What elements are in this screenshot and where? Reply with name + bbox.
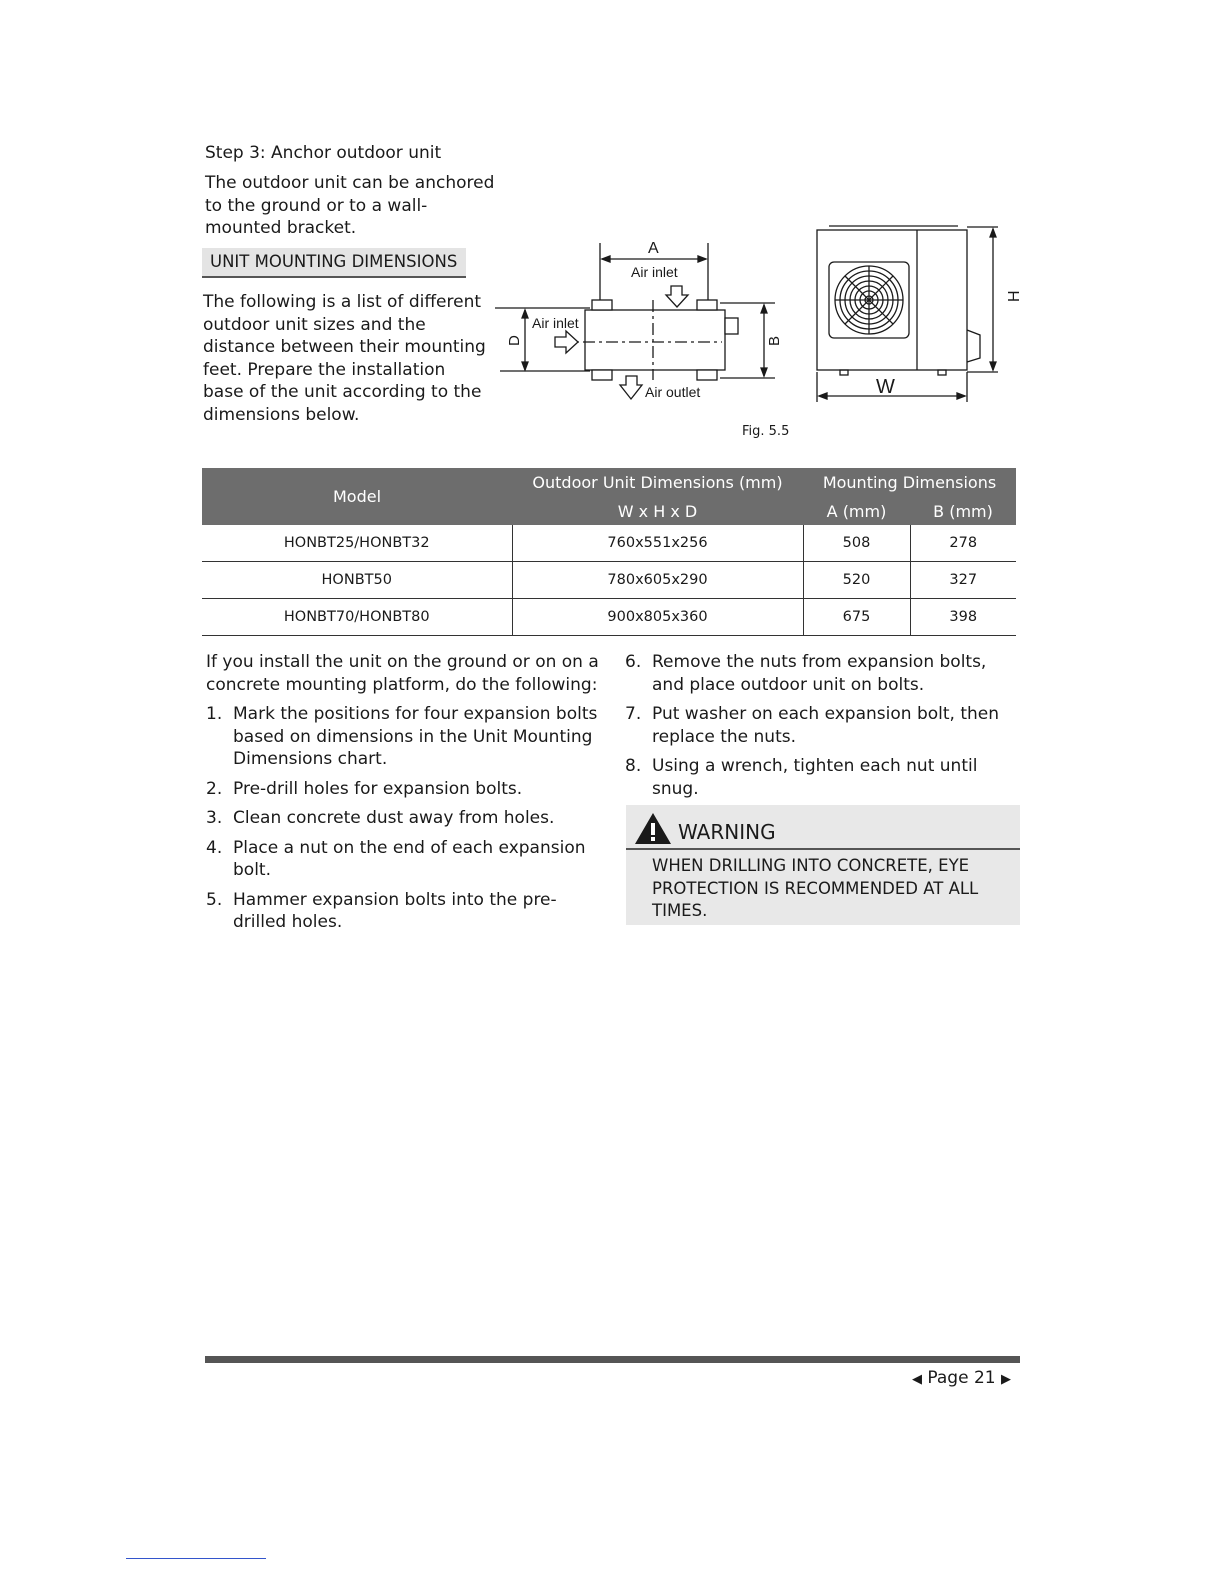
- table-row: [202, 525, 1016, 562]
- cell-dims: 780x605x290: [512, 562, 803, 599]
- cell-model: HONBT25/HONBT32: [202, 525, 512, 562]
- step-text: Remove the nuts from expansion bolts, and place outdoor unit on bolts.: [652, 652, 987, 695]
- step-number: 3.: [206, 808, 223, 828]
- bottom-link-underline: [126, 1558, 266, 1559]
- list-item: [206, 837, 601, 882]
- label-d: D: [506, 335, 523, 346]
- label-b: B: [766, 335, 783, 346]
- cell-model: HONBT50: [202, 562, 512, 599]
- step-text: Mark the positions for four expansion bolts based on dimensions in the Unit Mounting Dimensions chart.: [233, 704, 598, 769]
- header-mounting-dimensions: Mounting Dimensions: [803, 468, 1016, 497]
- warning-icon: [634, 811, 672, 845]
- warning-box: [626, 805, 1020, 925]
- list-item: [206, 889, 601, 934]
- step-text: Place a nut on the end of each expansion bolt.: [233, 837, 586, 880]
- section-heading: UNIT MOUNTING DIMENSIONS: [202, 248, 466, 278]
- step-text: Clean concrete dust away from holes.: [233, 808, 555, 828]
- label-w: W: [876, 376, 895, 398]
- footer-rule: [205, 1356, 1020, 1363]
- list-item: [625, 703, 1020, 748]
- label-a: A: [648, 240, 659, 257]
- figure-caption: Fig. 5.5: [742, 424, 790, 439]
- step-text: Pre-drill holes for expansion bolts.: [233, 778, 523, 799]
- cell-b: 327: [910, 562, 1016, 599]
- section-body: The following is a list of different outdoor unit sizes and the distance between their mounting feet. Prepare the installation base of the unit according to the dimensions below.: [203, 292, 486, 425]
- air-outlet-label: Air outlet: [645, 384, 701, 400]
- cell-dims: 760x551x256: [512, 525, 803, 562]
- header-outdoor-dimensions: Outdoor Unit Dimensions (mm): [512, 468, 803, 497]
- table-row: [202, 562, 1016, 599]
- front-view-diagram: [810, 220, 1025, 410]
- list-item: [625, 651, 1020, 696]
- cell-b: 278: [910, 525, 1016, 562]
- warning-text: WHEN DRILLING INTO CONCRETE, EYE PROTECTION IS RECOMMENDED AT ALL TIMES.: [652, 856, 979, 920]
- step-number: 4.: [206, 837, 223, 858]
- air-inlet-side-label: Air inlet: [532, 315, 579, 331]
- step-number: 8.: [625, 756, 642, 776]
- header-b: B (mm): [910, 497, 1016, 525]
- prev-page-arrow-icon[interactable]: ◀: [912, 1372, 922, 1387]
- step-number: 2.: [206, 778, 223, 799]
- cell-a: 675: [803, 599, 910, 636]
- table-row: [202, 599, 1016, 636]
- cell-model: HONBT70/HONBT80: [202, 599, 512, 636]
- step-text: Using a wrench, tighten each nut until snug.: [652, 756, 978, 799]
- cell-a: 508: [803, 525, 910, 562]
- step-text: Hammer expansion bolts into the pre-drilled holes.: [233, 889, 557, 932]
- list-item: [206, 703, 601, 771]
- next-page-arrow-icon[interactable]: ▶: [1001, 1372, 1012, 1387]
- warning-header: [626, 805, 1020, 850]
- step-number: 6.: [625, 652, 642, 672]
- page-navigation: [912, 1368, 1011, 1388]
- header-a: A (mm): [803, 497, 910, 525]
- instructions-left-column: [206, 651, 601, 941]
- air-inlet-top-label: Air inlet: [631, 264, 678, 280]
- cell-a: 520: [803, 562, 910, 599]
- header-model: Model: [202, 468, 512, 525]
- step-title: Step 3: Anchor outdoor unit: [205, 143, 442, 163]
- step-number: 7.: [625, 704, 642, 724]
- top-view-diagram: [495, 238, 785, 408]
- warning-title: WARNING: [678, 820, 776, 844]
- list-item: [206, 807, 601, 830]
- dimensions-table: [202, 468, 1016, 636]
- label-h: H: [1006, 290, 1023, 302]
- cell-dims: 900x805x360: [512, 599, 803, 636]
- cell-b: 398: [910, 599, 1016, 636]
- step-text: Put washer on each expansion bolt, then replace the nuts.: [652, 704, 1000, 747]
- list-item: [625, 755, 1020, 800]
- step-number: 5.: [206, 889, 223, 910]
- intro-paragraph: The outdoor unit can be anchored to the ground or to a wall-mounted bracket.: [205, 173, 495, 238]
- instructions-intro: If you install the unit on the ground or on on a concrete mounting platform, do the following:: [206, 652, 599, 695]
- list-item: [206, 778, 601, 801]
- instructions-right-column: [625, 651, 1020, 807]
- header-outdoor-sub: W x H x D: [512, 497, 803, 525]
- page-number: Page 21: [927, 1368, 996, 1388]
- step-number: 1.: [206, 704, 223, 724]
